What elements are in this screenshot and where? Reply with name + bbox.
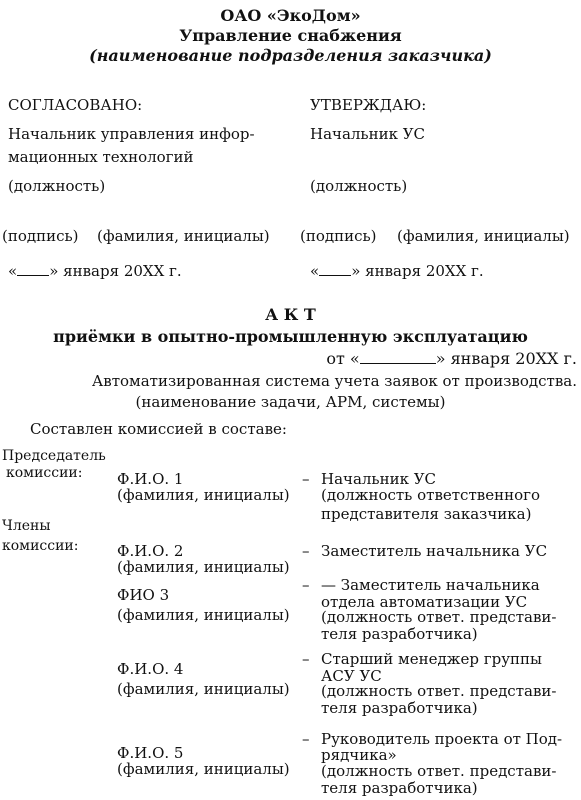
approved-right-name-caption: (фамилия, инициалы) xyxy=(397,227,570,245)
approved-left-name-caption: (фамилия, инициалы) xyxy=(97,227,270,245)
approved-right-date: « » января 20ХХ г. xyxy=(310,262,484,280)
company-name: ОАО «ЭкоДом» xyxy=(220,6,361,25)
approved-left-title: СОГЛАСОВАНО: xyxy=(8,96,143,114)
approved-right-sign-caption: (подпись) xyxy=(300,227,377,245)
approved-left-position-line1: Начальник управления инфор- xyxy=(8,125,255,143)
approved-left-sign-caption: (подпись) xyxy=(2,227,79,245)
member4-role-caption-1: (должность ответ. представи- xyxy=(321,682,557,700)
member4-role-1: Старший менеджер группы xyxy=(321,650,542,668)
member5-role-1: Руководитель проекта от Под- xyxy=(321,730,563,748)
chair-dash: – xyxy=(302,470,310,488)
act-title: А К Т xyxy=(265,305,316,324)
approved-left-date: « » января 20ХХ г. xyxy=(8,262,182,280)
chair-role-caption-2: представителя заказчика) xyxy=(321,505,532,523)
approved-left-position-caption: (должность) xyxy=(8,177,106,195)
chair-role-caption-1: (должность ответственного xyxy=(321,486,540,504)
member5-role-caption-1: (должность ответ. представи- xyxy=(321,762,557,780)
members-label-2: комиссии: xyxy=(2,538,79,554)
chair-label-2: комиссии: xyxy=(6,465,83,481)
chair-name: Ф.И.О. 1 xyxy=(117,470,184,488)
member2-role: Заместитель начальника УС xyxy=(321,542,548,560)
member4-name-caption: (фамилия, инициалы) xyxy=(117,680,290,698)
chair-name-caption: (фамилия, инициалы) xyxy=(117,486,290,504)
member3-role-2: отдела автоматизации УС xyxy=(321,593,528,611)
act-date: от « » января 20ХХ г. xyxy=(326,349,577,368)
department-name: Управление снабжения xyxy=(179,26,402,45)
member4-dash: – xyxy=(302,650,310,668)
member5-dash: – xyxy=(302,730,310,748)
member2-dash: – xyxy=(302,542,310,560)
member2-name-caption: (фамилия, инициалы) xyxy=(117,558,290,576)
members-label-1: Члены xyxy=(2,518,51,534)
approved-right-position-caption: (должность) xyxy=(310,177,408,195)
act-subtitle: приёмки в опытно-промышленную эксплуатацию xyxy=(53,327,528,346)
member4-role-caption-2: теля разработчика) xyxy=(321,699,478,717)
approved-right-title: УТВЕРЖДАЮ: xyxy=(310,96,427,114)
member3-role-caption-2: теля разработчика) xyxy=(321,625,478,643)
member4-role-2: АСУ УС xyxy=(321,667,382,685)
member4-name: Ф.И.О. 4 xyxy=(117,660,184,678)
member3-name-caption: (фамилия, инициалы) xyxy=(117,606,290,624)
member5-role-caption-2: теля разработчика) xyxy=(321,779,478,797)
member3-name: ФИО 3 xyxy=(117,586,170,604)
member5-name: Ф.И.О. 5 xyxy=(117,744,184,762)
approved-right-position: Начальник УС xyxy=(310,125,426,143)
member3-role-1: — Заместитель начальника xyxy=(321,576,540,594)
approved-left-position-line2: мационных технологий xyxy=(8,148,194,166)
member3-role-caption-1: (должность ответ. представи- xyxy=(321,608,557,626)
department-caption: (наименование подразделения заказчика) xyxy=(89,46,492,65)
member5-name-caption: (фамилия, инициалы) xyxy=(117,760,290,778)
chair-label-1: Председатель xyxy=(2,448,106,464)
system-caption: (наименование задачи, АРМ, системы) xyxy=(135,393,446,411)
commission-intro: Составлен комиссией в составе: xyxy=(30,420,287,438)
system-name: Автоматизированная система учета заявок от производства. xyxy=(91,372,577,390)
chair-role: Начальник УС xyxy=(321,470,437,488)
member3-dash: – xyxy=(302,576,310,594)
member2-name: Ф.И.О. 2 xyxy=(117,542,184,560)
member5-role-2: рядчика» xyxy=(321,746,397,764)
